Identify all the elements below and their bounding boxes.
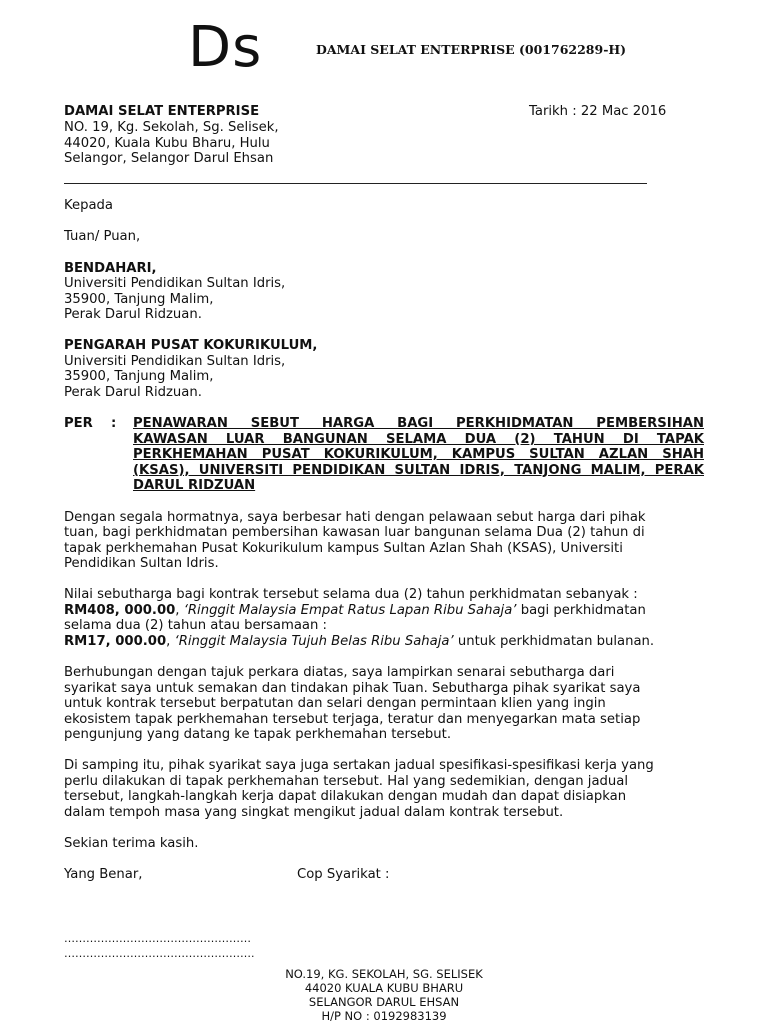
cop-syarikat-label: Cop Syarikat : [297,867,390,882]
sender-address-line: Selangor, Selangor Darul Ehsan [64,151,274,166]
company-logo: Ds [188,15,263,80]
kepada-label: Kepada [64,198,114,213]
closing-text: Sekian terima kasih. [64,836,199,851]
salutation: Tuan/ Puan, [64,229,141,244]
paragraph-line: Di samping itu, pihak syarikat saya juga sertakan jadual spesifikasi-spesifikasi kerja yang [64,758,654,773]
contract-amount: RM408, 000.00 [64,603,176,618]
recipient-address-line: 35900, Tanjung Malim, [64,292,214,307]
letter-date: Tarikh : 22 Mac 2016 [529,104,667,119]
footer-address-line: SELANGOR DARUL EHSAN [308,995,460,1009]
monthly-amount: RM17, 000.00 [64,634,167,649]
price-suffix: untuk perkhidmatan bulanan. [453,634,655,649]
signature-line: …………………………………………… [64,932,251,945]
paragraph-line: Nilai sebutharga bagi kontrak tersebut selama dua (2) tahun perkhidmatan sebanyak : [64,587,638,602]
yang-benar-label: Yang Benar, [64,867,143,882]
subject-line: PENAWARAN SEBUT HARGA BAGI PERKHIDMATAN PEMBERSIHAN [133,416,704,431]
price-suffix: bagi perkhidmatan [516,603,646,618]
sender-name: DAMAI SELAT ENTERPRISE [64,104,260,119]
signature-line: ……………………………………………. [64,947,255,960]
recipient-address-line: Universiti Pendidikan Sultan Idris, [64,354,286,369]
recipient-address-line: Universiti Pendidikan Sultan Idris, [64,276,286,291]
paragraph-line: pengunjung yang datang ke tapak perkhemahan tersebut. [64,727,452,742]
subject-line: (KSAS), UNIVERSITI PENDIDIKAN SULTAN IDRIS, TANJONG MALIM, PERAK [133,462,704,478]
paragraph-line: tersebut, langkah-langkah kerja dapat dilakukan dengan mudah dan dapat disiapkan [64,789,627,804]
subject-label: PER [64,416,93,431]
recipient-address-line: Perak Darul Ridzuan. [64,385,202,400]
sender-address-line: 44020, Kuala Kubu Bharu, Hulu [64,136,270,151]
recipient-title: PENGARAH PUSAT KOKURIKULUM, [64,338,318,353]
monthly-amount-words: ‘Ringgit Malaysia Tujuh Belas Ribu Sahaja’ [174,634,454,649]
paragraph-line: dalam tempoh masa yang singkat mengikut jadual dalam kontrak tersebut. [64,805,564,820]
recipient-address-line: 35900, Tanjung Malim, [64,369,214,384]
subject-line: DARUL RIDZUAN [133,478,256,493]
contract-amount-words: ‘Ringgit Malaysia Empat Ratus Lapan Ribu Sahaja’ [183,603,517,618]
paragraph-line: Pendidikan Sultan Idris. [64,556,219,571]
header-divider [64,183,647,184]
company-heading: DAMAI SELAT ENTERPRISE (001762289-H) [316,42,627,57]
paragraph-line: selama dua (2) tahun atau bersamaan : [64,618,327,633]
subject-colon: : [111,416,117,431]
paragraph-line: syarikat saya untuk semakan dan tindakan pihak Tuan. Sebutharga pihak syarikat saya [64,681,641,696]
paragraph-line: untuk kontrak tersebut berpatutan dan selari dengan permintaan klien yang ingin [64,696,606,711]
sender-address-line: NO. 19, Kg. Sekolah, Sg. Selisek, [64,120,279,135]
subject-line: PERKHEMAHAN PUSAT KOKURIKULUM, KAMPUS SULTAN AZLAN SHAH [133,447,704,462]
subject-text [133,416,704,494]
paragraph-line: tuan, bagi perkhidmatan pembersihan kawasan luar bangunan selama Dua (2) tahun di [64,525,645,540]
recipient-title: BENDAHARI, [64,261,157,276]
subject-line: KAWASAN LUAR BANGUNAN SELAMA DUA (2) TAHUN DI TAPAK [133,431,704,447]
recipient-address-line: Perak Darul Ridzuan. [64,307,202,322]
paragraph-line: tapak perkhemahan Pusat Kokurikulum kampus Sultan Azlan Shah (KSAS), Universiti [64,541,623,556]
price-line: RM408, 000.00, ‘Ringgit Malaysia Empat Ratus Lapan Ribu Sahaja’ bagi perkhidmatan [64,603,646,618]
footer-phone: H/P NO : 0192983139 [321,1009,447,1023]
paragraph-line: perlu dilakukan di tapak perkhemahan tersebut. Hal yang sedemikian, dengan jadual [64,774,629,789]
paragraph-line: ekosistem tapak perkhemahan tersebut terjaga, teratur dan menyegarkan mata setiap [64,712,641,727]
footer-address-line: 44020 KUALA KUBU BHARU [304,981,464,995]
footer-address-line: NO.19, KG. SEKOLAH, SG. SELISEK [285,967,483,981]
paragraph-line: Dengan segala hormatnya, saya berbesar hati dengan pelawaan sebut harga dari pihak [64,510,646,525]
price-line: RM17, 000.00, ‘Ringgit Malaysia Tujuh Belas Ribu Sahaja’ untuk perkhidmatan bulanan. [64,634,655,649]
paragraph-line: Berhubungan dengan tajuk perkara diatas, saya lampirkan senarai sebutharga dari [64,665,615,680]
